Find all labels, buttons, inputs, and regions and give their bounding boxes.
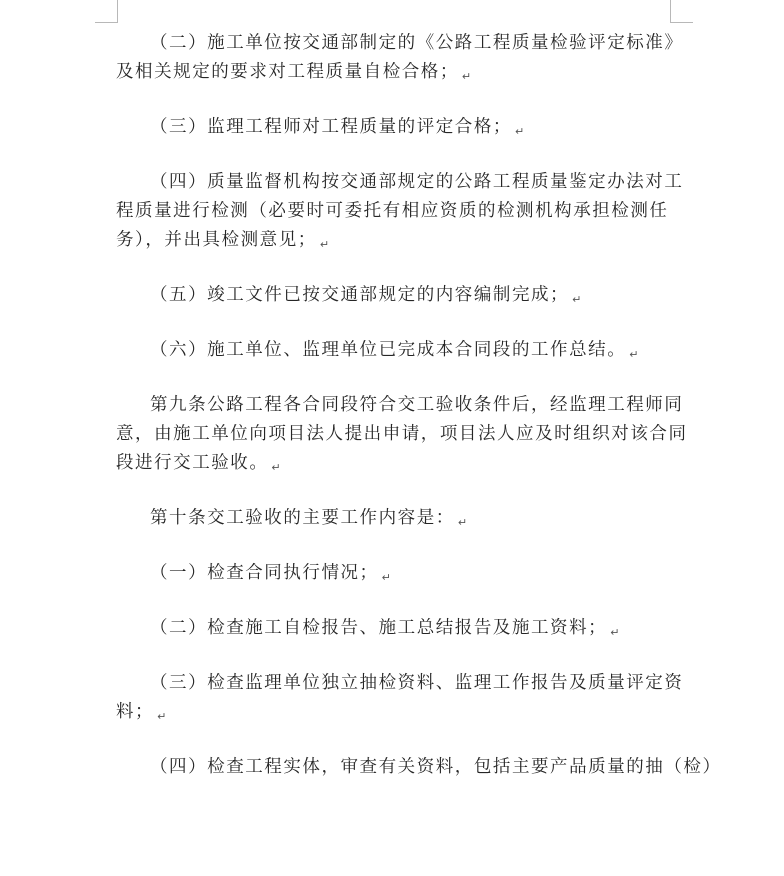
top-left-margin-mark xyxy=(95,0,118,23)
paragraph-line xyxy=(116,391,684,420)
paragraph xyxy=(116,336,676,365)
paragraph-mark-icon: ↵ xyxy=(629,348,639,361)
paragraph xyxy=(116,559,676,588)
paragraph xyxy=(116,391,688,478)
paragraph xyxy=(116,113,676,142)
paragraph xyxy=(116,614,676,643)
line-text: （一）检查合同执行情况； xyxy=(150,563,379,583)
paragraph xyxy=(116,504,676,533)
line-text: 及相关规定的要求对工程质量自检合格； xyxy=(116,62,459,82)
line-text: 第十条交工验收的主要工作内容是： xyxy=(150,508,455,528)
paragraph-line xyxy=(116,29,684,58)
paragraph-line xyxy=(116,168,684,197)
line-text: （四）质量监督机构按交通部规定的公路工程质量鉴定办法对工 xyxy=(150,172,684,192)
paragraph-mark-icon: ↵ xyxy=(572,293,582,306)
paragraph-line xyxy=(116,504,676,533)
paragraph-mark-icon: ↵ xyxy=(157,710,167,723)
paragraph-line xyxy=(116,197,676,226)
paragraph-line xyxy=(116,559,676,588)
line-text: 程质量进行检测（必要时可委托有相应资质的检测机构承担检测任 xyxy=(116,201,669,221)
paragraph-line xyxy=(116,669,684,698)
paragraph xyxy=(116,168,684,255)
line-text: （三）检查监理单位独立抽检资料、监理工作报告及质量评定资 xyxy=(150,673,684,693)
paragraph-line xyxy=(116,614,676,643)
paragraph xyxy=(116,669,684,727)
paragraph-mark-icon: ↵ xyxy=(514,125,525,138)
paragraph-line xyxy=(116,58,676,87)
paragraph-line xyxy=(116,753,722,782)
line-text: 务），并出具检测意见； xyxy=(116,230,317,250)
paragraph-line xyxy=(116,420,688,449)
line-text: （四）检查工程实体，审查有关资料，包括主要产品质量的抽（检） xyxy=(150,757,722,777)
paragraph-mark-icon: ↵ xyxy=(461,70,472,83)
line-text: （五）竣工文件已按交通部规定的内容编制完成； xyxy=(150,285,570,305)
line-text: 第九条公路工程各合同段符合交工验收条件后，经监理工程师同 xyxy=(150,395,684,415)
line-text: 意，由施工单位向项目法人提出申请，项目法人应及时组织对该合同 xyxy=(116,424,688,444)
paragraph-line xyxy=(116,698,676,727)
line-text: （六）施工单位、监理单位已完成本合同段的工作总结。 xyxy=(150,340,627,360)
paragraph-line xyxy=(116,226,676,255)
paragraph-line xyxy=(116,449,676,478)
paragraph xyxy=(116,281,676,310)
line-text: 段进行交工验收。 xyxy=(116,453,269,473)
paragraph-mark-icon: ↵ xyxy=(457,516,468,529)
line-text: （二）检查施工自检报告、施工总结报告及施工资料； xyxy=(150,618,608,638)
paragraph-line xyxy=(116,281,676,310)
line-text: （二）施工单位按交通部制定的《公路工程质量检验评定标准》 xyxy=(150,33,684,53)
paragraph-mark-icon: ↵ xyxy=(610,626,620,639)
document-body[interactable] xyxy=(116,29,722,808)
paragraph-line xyxy=(116,336,676,365)
top-right-margin-mark xyxy=(670,0,693,23)
paragraph xyxy=(116,753,722,782)
paragraph xyxy=(116,29,684,87)
paragraph-mark-icon: ↵ xyxy=(319,238,330,251)
paragraph-mark-icon: ↵ xyxy=(271,461,281,474)
line-text: 料； xyxy=(116,702,155,722)
paragraph-mark-icon: ↵ xyxy=(381,571,391,584)
line-text: （三）监理工程师对工程质量的评定合格； xyxy=(150,117,512,137)
paragraph-line xyxy=(116,113,676,142)
